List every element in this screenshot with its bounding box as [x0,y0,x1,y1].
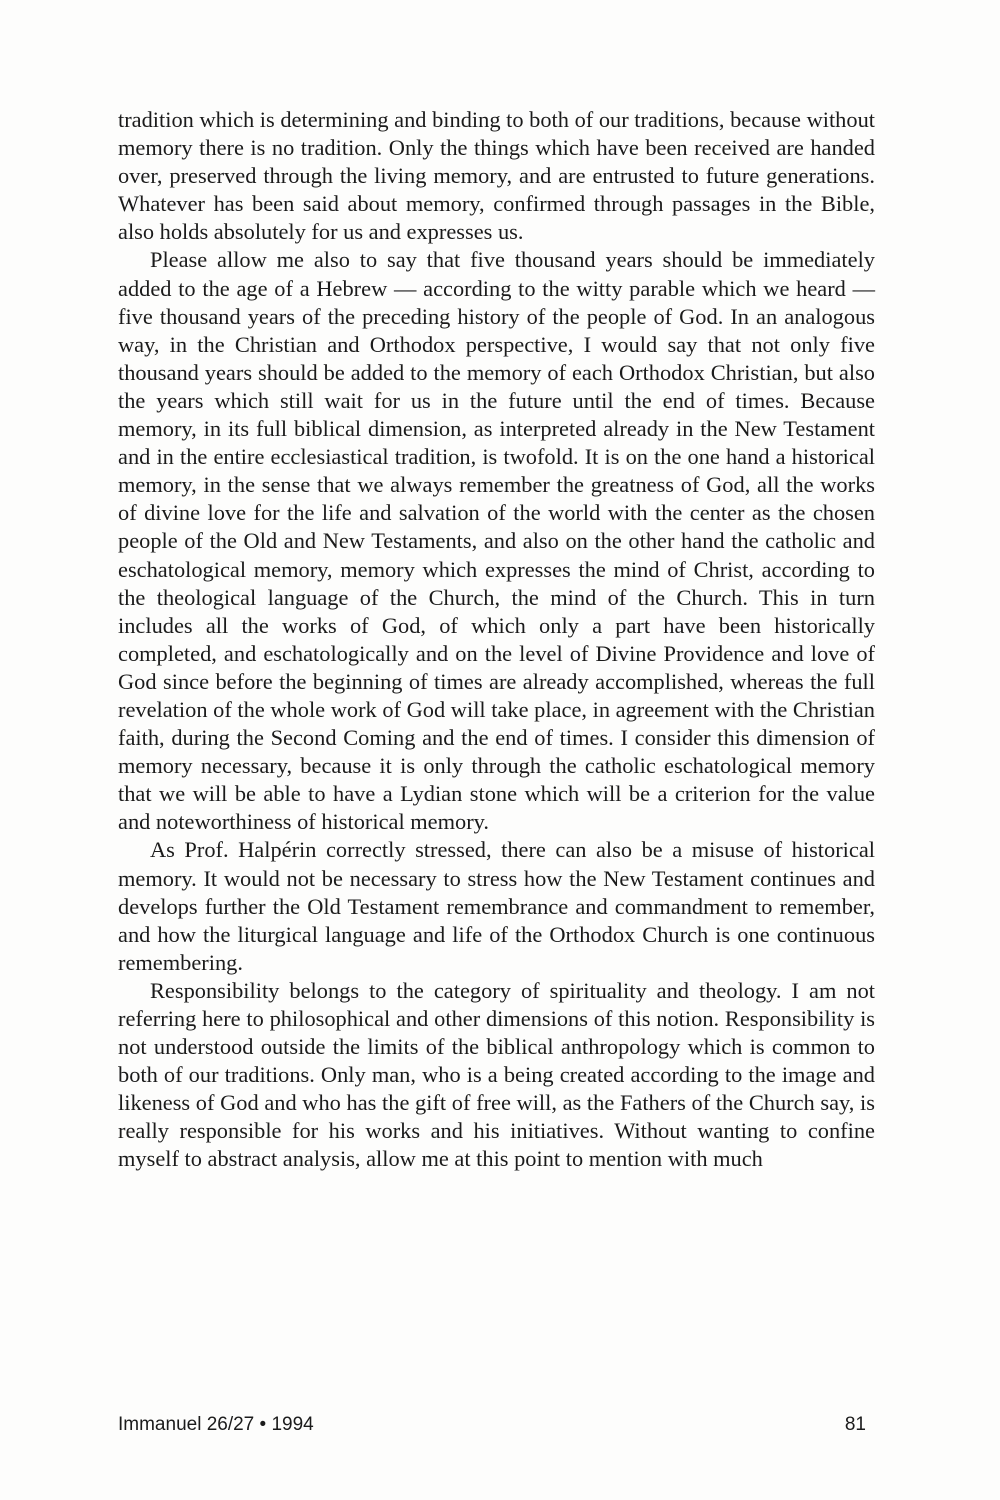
journal-citation: Immanuel 26/27 • 1994 [118,1414,314,1435]
paragraph-4: Responsibility belongs to the category of spirituality and theology. I am not referring here to philosophical and other dimensions of this notion. Responsibility is not understood outside the limits of the biblical anthropology which is common to both of our traditions. Only man, who is a being created according to the image and likeness of God and who has the gift of free will, as the Fathers of the Church say, is really responsible for his works and his initiatives. Without wanting to confine myself to abstract analysis, allow me at this point to mention with much [118,977,875,1172]
body-text [118,106,875,1174]
paragraph-2: Please allow me also to say that five thousand years should be immediately added to the age of a Hebrew — according to the witty parable which we heard — five thousand years of the preceding history of the people of God. In an analogous way, in the Christian and Orthodox perspective, I would say that not only five thousand years should be added to the memory of each Orthodox Christian, but also the years which still wait for us in the future until the end of times. Because memory, in its full biblical dimension, as interpreted already in the New Testament and in the entire ecclesiastical tradition, is twofold. It is on the one hand a historical memory, in the sense that we always remember the greatness of God, all the works of divine love for the life and salvation of the world with the center as the chosen people of the Old and New Testaments, and also on the other hand the catholic and eschatological memory, memory which expresses the mind of Christ, according to the theological language of the Church, the mind of the Church. This in turn includes all the works of God, of which only a part have been historically completed, and eschatologically and on the level of Divine Providence and love of God since before the beginning of times are already accomplished, whereas the full revelation of the whole work of God will take place, in agreement with the Christian faith, during the Second Coming and the end of times. I consider this dimension of memory necessary, because it is only through the catholic eschatological memory that we will be able to have a Lydian stone which will be a criterion for the value and noteworthiness of historical memory. [118,247,875,835]
page-number: 81 [844,1414,866,1435]
paragraph-3: As Prof. Halpérin correctly stressed, there can also be a misuse of historical memory. It would not be necessary to stress how the New Testament continues and develops further the Old Testament remembrance and commandment to remember, and how the liturgical language and life of the Orthodox Church is one continuous remembering. [118,837,875,975]
page-footer [118,1414,866,1436]
paragraph-1: tradition which is determining and binding to both of our traditions, because without memory there is no tradition. Only the things which have been received are handed over, preserved through the living memory, and are entrusted to future generations. Whatever has been said about memory, confirmed through passages in the Bible, also holds absolutely for us and expresses us. [118,107,875,245]
